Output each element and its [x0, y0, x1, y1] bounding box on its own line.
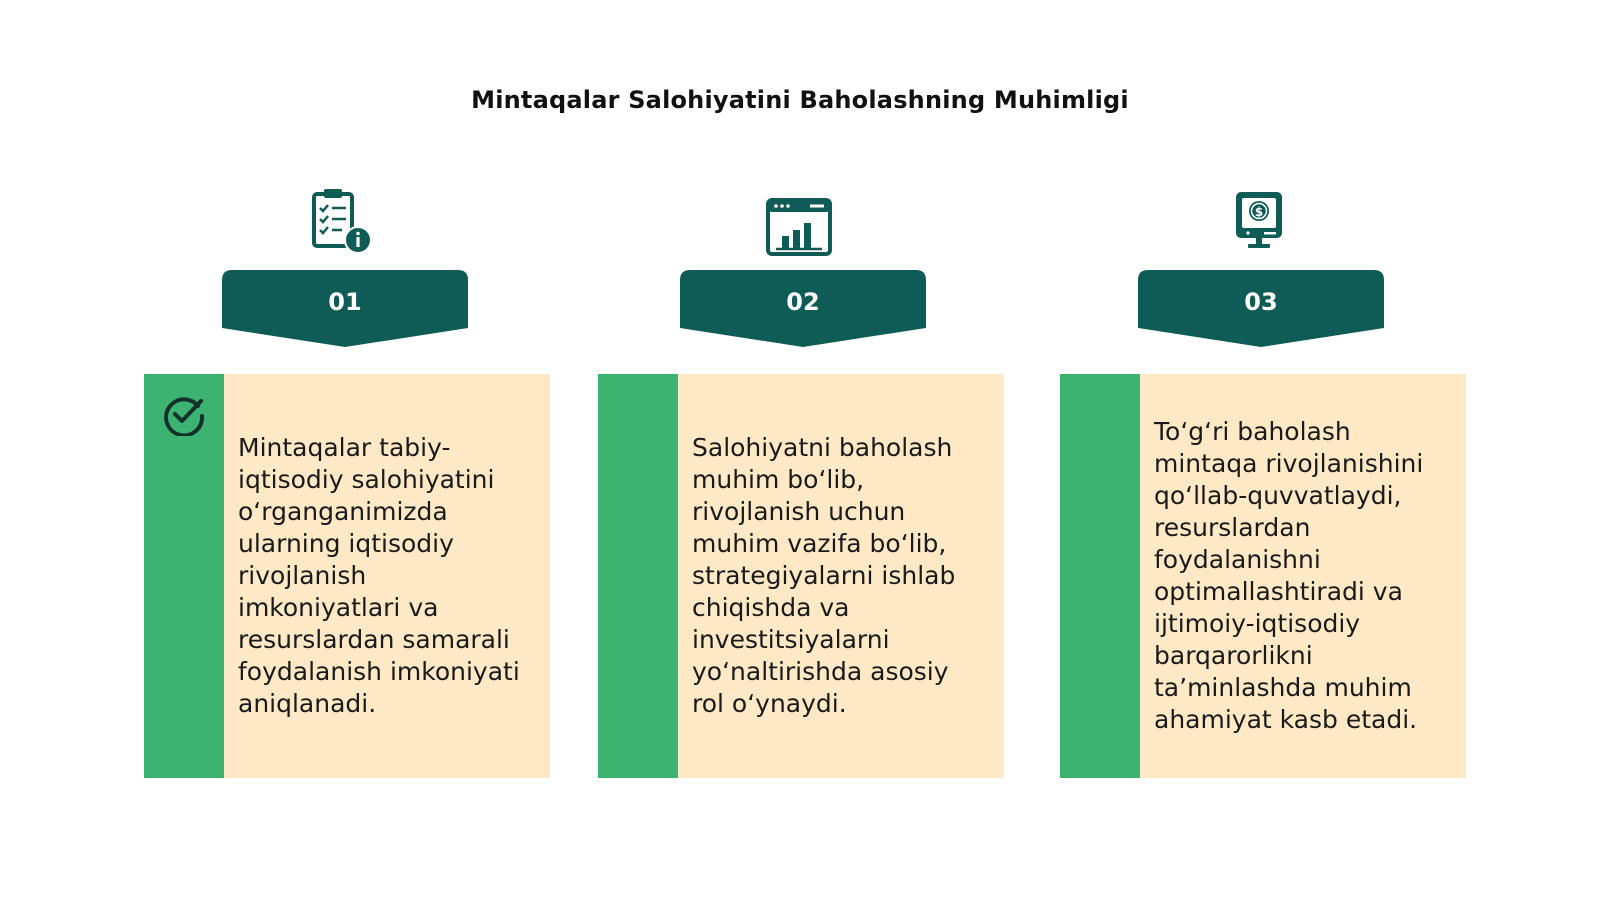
step-card-03: [1060, 374, 1466, 778]
svg-text:$: $: [1254, 205, 1264, 219]
clipboard-checklist-info-icon: [308, 186, 380, 258]
card-body: [678, 374, 1004, 778]
step-badge-02: [680, 270, 926, 350]
card-body: [224, 374, 550, 778]
step-number: 03: [1244, 288, 1278, 316]
card-accent-bar: [1060, 374, 1140, 778]
step-card-02: [598, 374, 1004, 778]
dollar-monitor-icon: [1226, 186, 1298, 258]
browser-bar-chart-icon: [764, 192, 836, 264]
step-badge-01: [222, 270, 468, 350]
check-circle-icon: [162, 392, 206, 436]
card-body: [1140, 374, 1466, 778]
page-title: Mintaqalar Salohiyatini Baholashning Muhimligi: [471, 86, 1129, 114]
step-description: Mintaqalar tabiy-iqtisodiy salohiyatini o‘rganganimizda ularning iqtisodiy rivojlanish imkoniyatlari va resurslardan samarali foydalanish imkoniyati aniqlanadi.: [238, 433, 520, 718]
step-number: 01: [328, 288, 362, 316]
step-number: 02: [786, 288, 820, 316]
step-card-01: [144, 374, 550, 778]
step-description: Salohiyatni baholash muhim bo‘lib, rivojlanish uchun muhim vazifa bo‘lib, strategiyalarni ishlab chiqishda va investitsiyalarni yo‘naltirishda asosiy rol o‘ynaydi.: [692, 433, 956, 718]
step-badge-03: [1138, 270, 1384, 350]
step-description: To‘g‘ri baholash mintaqa rivojlanishini qo‘llab-quvvatlaydi, resurslardan foydalanishni optimallashtiradi va ijtimoiy-iqtisodiy barqarorlikni ta’minlashda muhim ahamiyat kasb etadi.: [1154, 417, 1424, 734]
card-accent-bar: [144, 374, 224, 778]
card-accent-bar: [598, 374, 678, 778]
